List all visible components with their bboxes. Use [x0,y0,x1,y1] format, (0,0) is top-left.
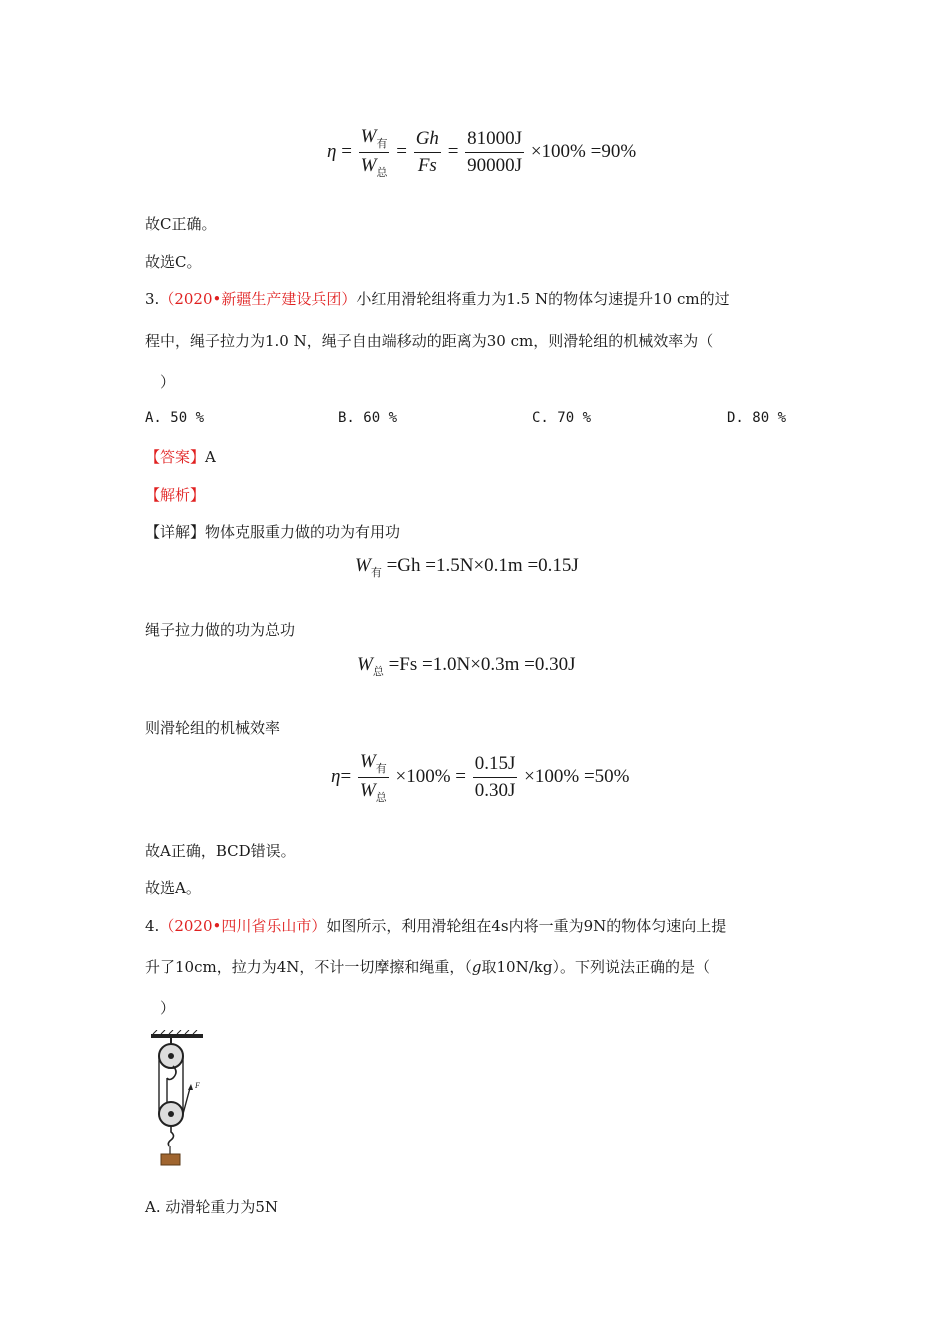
option-b: B. 60 % [338,410,398,426]
detail-line: 【详解】物体克服重力做的功为有用功 [145,523,401,541]
analysis-label: 【解析】 [145,486,206,504]
efficiency-text: 则滑轮组的机械效率 [145,719,281,737]
paragraph-c-correct: 故C正确。 [145,215,217,233]
question-4-line-2: 升了10cm，拉力为4N，不计一切摩擦和绳重，（g取10N/kg）。下列说法正确的是（ [145,958,710,976]
total-work-equation: $W_总 =Fs =1.0N\times 0.3m =0.30J$ [357,654,576,678]
question-4-source: （2020•四川省乐山市） [159,917,327,935]
total-work-text: 绳子拉力做的功为总功 [145,621,296,639]
option-d: D. 80 % [727,410,787,426]
question-3-line-3: ） [160,373,176,391]
question-4-line-3: ） [160,999,176,1017]
choice-line: 故选A。 [145,879,201,897]
efficiency-equation-2: η= $\frac{W_有}{W_总}$ ×100% = $\frac{0.15J}{0.30J}$ ×100% =50% [331,751,630,804]
force-label: F [195,1081,200,1090]
efficiency-equation-1: η = $\frac{W_有}{W_总}$ = $\frac{Gh}{Fs}$ = $\frac{81000J}{90000J}$ ×100% =90% [327,126,637,179]
question-3-line-2: 程中，绳子拉力为1.0 N，绳子自由端移动的距离为30 cm，则滑轮组的机械效率为（ [145,332,714,350]
question-3-source: （2020•新疆生产建设兵团） [159,290,357,308]
question-4-option-a: A. 动滑轮重力为5N [145,1198,279,1216]
question-4-line-1: 4.（2020•四川省乐山市）如图所示，利用滑轮组在4s内将一重为9N的物体匀速向上提 [145,917,727,935]
load-block [161,1154,180,1165]
question-3-line-1: 3.（2020•新疆生产建设兵团）小红用滑轮组将重力为1.5 N的物体匀速提升10 cm的过 [145,290,730,308]
option-a: A. 50 % [145,410,205,426]
fraction-values: $\frac{81000J}{90000J}$ [467,128,523,176]
fraction-gh-fs: $\frac{Gh}{Fs}$ [415,128,439,176]
option-c: C. 70 % [532,410,592,426]
paragraph-choose-c: 故选C。 [145,253,202,271]
pulley-diagram [145,1030,215,1170]
fraction-work-ratio: $\frac{W_有}{W_总}$ [360,126,388,179]
conclusion-line: 故A正确，BCD错误。 [145,842,296,860]
useful-work-equation: $W_有 =Gh =1.5N\times 0.1m =0.15J$ [355,555,579,579]
answer-line: 【答案】A [145,448,216,466]
